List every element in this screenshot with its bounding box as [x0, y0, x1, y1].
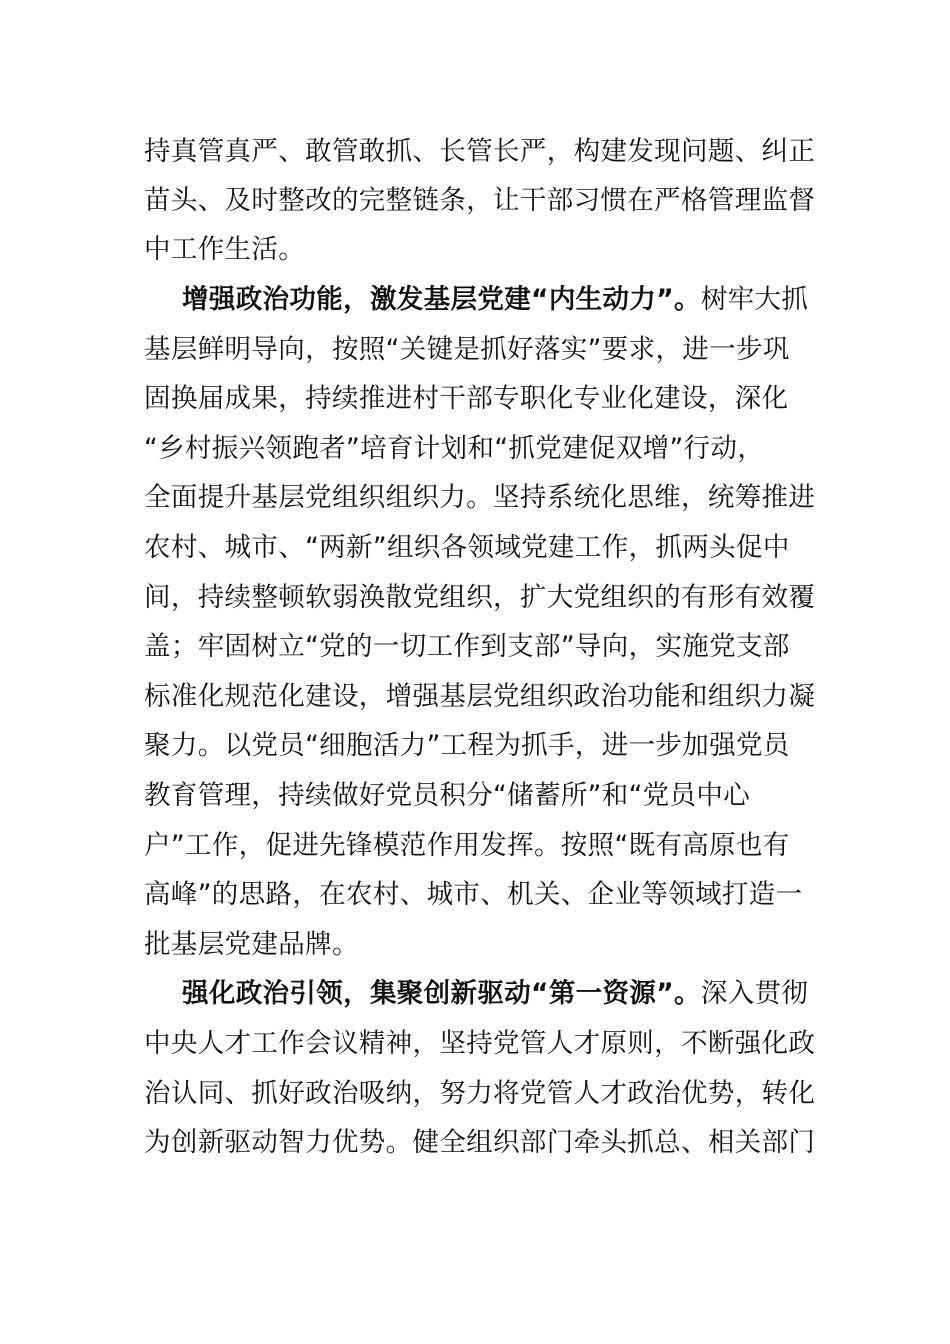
body-text-line: 标准化规范化建设，增强基层党组织政治功能和组织力凝	[144, 681, 816, 712]
body-text-line: 为创新驱动智力优势。健全组织部门牵头抓总、相关部门	[144, 1127, 816, 1158]
section-heading: 强化政治引领，集聚创新驱动“第一资源”。	[182, 978, 701, 1009]
body-text-line: 户”工作，促进先锋模范作用发挥。按照“既有高原也有	[144, 830, 790, 861]
body-text-line: 盖；牢固树立“党的一切工作到支部”导向，实施党支部	[144, 631, 790, 662]
body-text-line: 持真管真严、敢管敢抓、长管长严，构建发现问题、纠正	[144, 136, 816, 167]
body-text-line: 批基层党建品牌。	[144, 929, 359, 960]
paragraph-start-line	[182, 974, 808, 1014]
body-text-line: “乡村振兴领跑者”培育计划和“抓党建促双增”行动，	[144, 433, 765, 464]
body-text-line: 治认同、抓好政治吸纳，努力将党管人才政治优势，转化	[144, 1078, 816, 1109]
body-text-line: 中工作生活。	[144, 234, 306, 265]
body-text-line: 聚力。以党员“细胞活力”工程为抓手，进一步加强党员	[144, 730, 790, 761]
body-text-line: 全面提升基层党组织组织力。坚持系统化思维，统筹推进	[144, 482, 816, 513]
body-text-line: 苗头、及时整改的完整链条，让干部习惯在严格管理监督	[144, 185, 816, 216]
body-text-line: 间，持续整顿软弱涣散党组织，扩大党组织的有形有效覆	[144, 582, 816, 613]
paragraph-start-line	[182, 280, 808, 320]
section-heading: 增强政治功能，激发基层党建“内生动力”。	[182, 284, 701, 315]
body-text-line: 固换届成果，持续推进村干部专职化专业化建设，深化	[144, 383, 789, 414]
body-text-line: 农村、城市、“两新”组织各领域党建工作，抓两头促中	[144, 532, 790, 563]
body-text-line: 基层鲜明导向，按照“关键是抓好落实”要求，进一步巩	[144, 334, 790, 365]
body-text: 树牢大抓	[700, 284, 809, 315]
body-text-line: 中央人才工作会议精神，坚持党管人才原则，不断强化政	[144, 1028, 816, 1059]
body-text-line: 教育管理，持续做好党员积分“储蓄所”和“党员中心	[144, 780, 751, 811]
body-text-line: 高峰”的思路，在农村、城市、机关、企业等领域打造一	[144, 879, 803, 910]
body-text: 深入贯彻	[700, 978, 809, 1009]
